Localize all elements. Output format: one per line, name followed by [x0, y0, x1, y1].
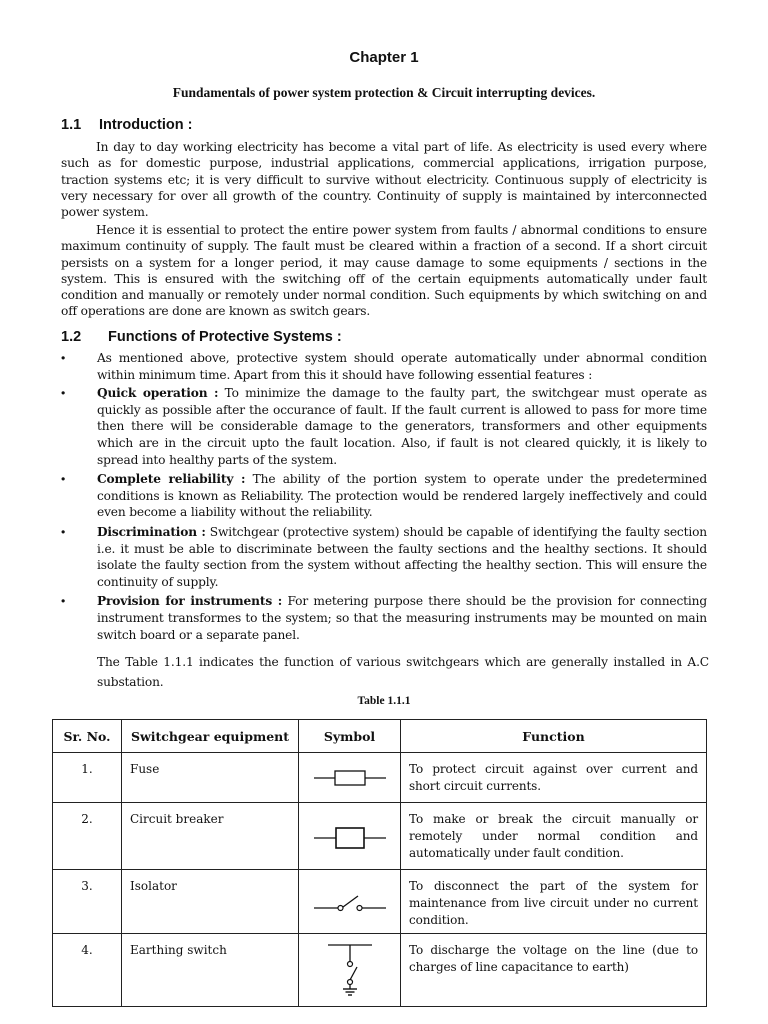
column-header: Switchgear equipment: [122, 720, 299, 753]
intro-paragraph-1: In day to day working electricity has become a vital part of life. As electricity is used every where such as for domestic purpose, industrial applications, commercial applications, irrigation purpose, traction systems etc; it is very difficult to survive without electricity. Continuous supply of electricity is very necessary for over all growth of the country. Continuity of supply is maintained by interconnected power system.: [61, 140, 707, 219]
sr-no-cell: 2.: [53, 803, 122, 870]
equipment-cell: Earthing switch: [122, 934, 299, 1007]
table-row: [53, 753, 707, 803]
section-heading-functions: [61, 329, 342, 345]
sr-no-cell: 3.: [53, 870, 122, 934]
column-header: Function: [401, 720, 707, 753]
function-cell: To protect circuit against over current and short circuit currents.: [401, 753, 707, 803]
table-header-row: [53, 720, 707, 753]
function-cell: To discharge the voltage on the line (due to charges of line capacitance to earth): [401, 934, 707, 1007]
sr-no-cell: 1.: [53, 753, 122, 803]
list-item: • Complete reliability : The ability of the portion system to operate under the predetermined conditions is known as Reliability. The protection would be rendered largely ineffectively and could even become a liability without the reliability.: [61, 472, 707, 520]
functions-bullet-list: [61, 350, 707, 643]
column-header: Sr. No.: [53, 720, 122, 753]
symbol-cell: [299, 934, 401, 1007]
switchgear-table: [52, 719, 707, 1007]
section-heading-introduction: [61, 117, 192, 133]
function-cell: To disconnect the part of the system for maintenance from live circuit under no current condition.: [401, 870, 707, 934]
equipment-cell: Isolator: [122, 870, 299, 934]
earthing-switch-symbol-icon: [310, 939, 390, 1001]
section-number: 1.1: [61, 117, 82, 133]
equipment-cell: Fuse: [122, 753, 299, 803]
list-item: • Discrimination : Switchgear (protective system) should be capable of identifying the faulty section i.e. it must be able to discriminate between the faulty sections and the healthy sections. It should isolate the faulty section from the system without affecting the healthy section. This will ensure the continuity of supply.: [61, 524, 707, 589]
sr-no-cell: 4.: [53, 934, 122, 1007]
table-row: [53, 803, 707, 870]
symbol-cell: [299, 870, 401, 934]
intro-paragraph-2: Hence it is essential to protect the entire power system from faults / abnormal conditions to ensure maximum continuity of supply. The fault must be cleared within a fraction of a second. If a short circuit persists on a system for a longer period, it may cause damage to some equipments / sections in the system. This is ensured with the switching off of the certain equipments automatically under fault condition and manually or remotely under normal condition. Such equipments by which switching on and off operations are done are known as switch gears.: [61, 223, 707, 319]
list-item: • Provision for instruments : For metering purpose there should be the provision for connecting instrument transformes to the system; so that the measuring instruments may be mounted on main switch board or a separate panel.: [61, 594, 707, 642]
bullet-term: Complete reliability :: [97, 472, 246, 487]
section-title: Introduction :: [99, 117, 193, 133]
equipment-cell: Circuit breaker: [122, 803, 299, 870]
symbol-cell: [299, 803, 401, 870]
bullet-term: Quick operation :: [97, 386, 219, 401]
chapter-subtitle: Fundamentals of power system protection & Circuit interrupting devices.: [172, 85, 596, 100]
table-caption: Table 1.1.1: [357, 695, 411, 707]
circuit-breaker-symbol-icon: [310, 814, 390, 858]
bullet-term: Discrimination :: [97, 524, 206, 539]
column-header: Symbol: [299, 720, 401, 753]
isolator-symbol-icon: [310, 882, 390, 922]
table-row: [53, 934, 707, 1007]
fuse-symbol-icon: [310, 758, 390, 798]
symbol-cell: [299, 753, 401, 803]
table-row: [53, 870, 707, 934]
function-cell: To make or break the circuit manually or remotely under normal condition and automatically under fault condition.: [401, 803, 707, 870]
section-number: 1.2: [61, 329, 82, 345]
list-item: • As mentioned above, protective system should operate automatically under abnormal condition within minimum time. Apart from this it should have following essential features :: [61, 351, 707, 382]
bullet-term: Provision for instruments :: [97, 594, 283, 609]
chapter-title: Chapter 1: [349, 49, 419, 66]
table-intro-paragraph: The Table 1.1.1 indicates the function of various switchgears which are generally installed in A.C substation.: [97, 655, 709, 689]
list-item: • Quick operation : To minimize the damage to the faulty part, the switchgear must operate as quickly as possible after the occurance of fault. If the fault current is allowed to pass for more time then there will be considerable damage to the generators, transformers and other equipments which are in the circuit upto the fault location. Also, if fault is not cleared quickly, it is likely to spread into healthy parts of the system.: [61, 386, 707, 467]
section-title: Functions of Protective Systems :: [108, 329, 342, 345]
